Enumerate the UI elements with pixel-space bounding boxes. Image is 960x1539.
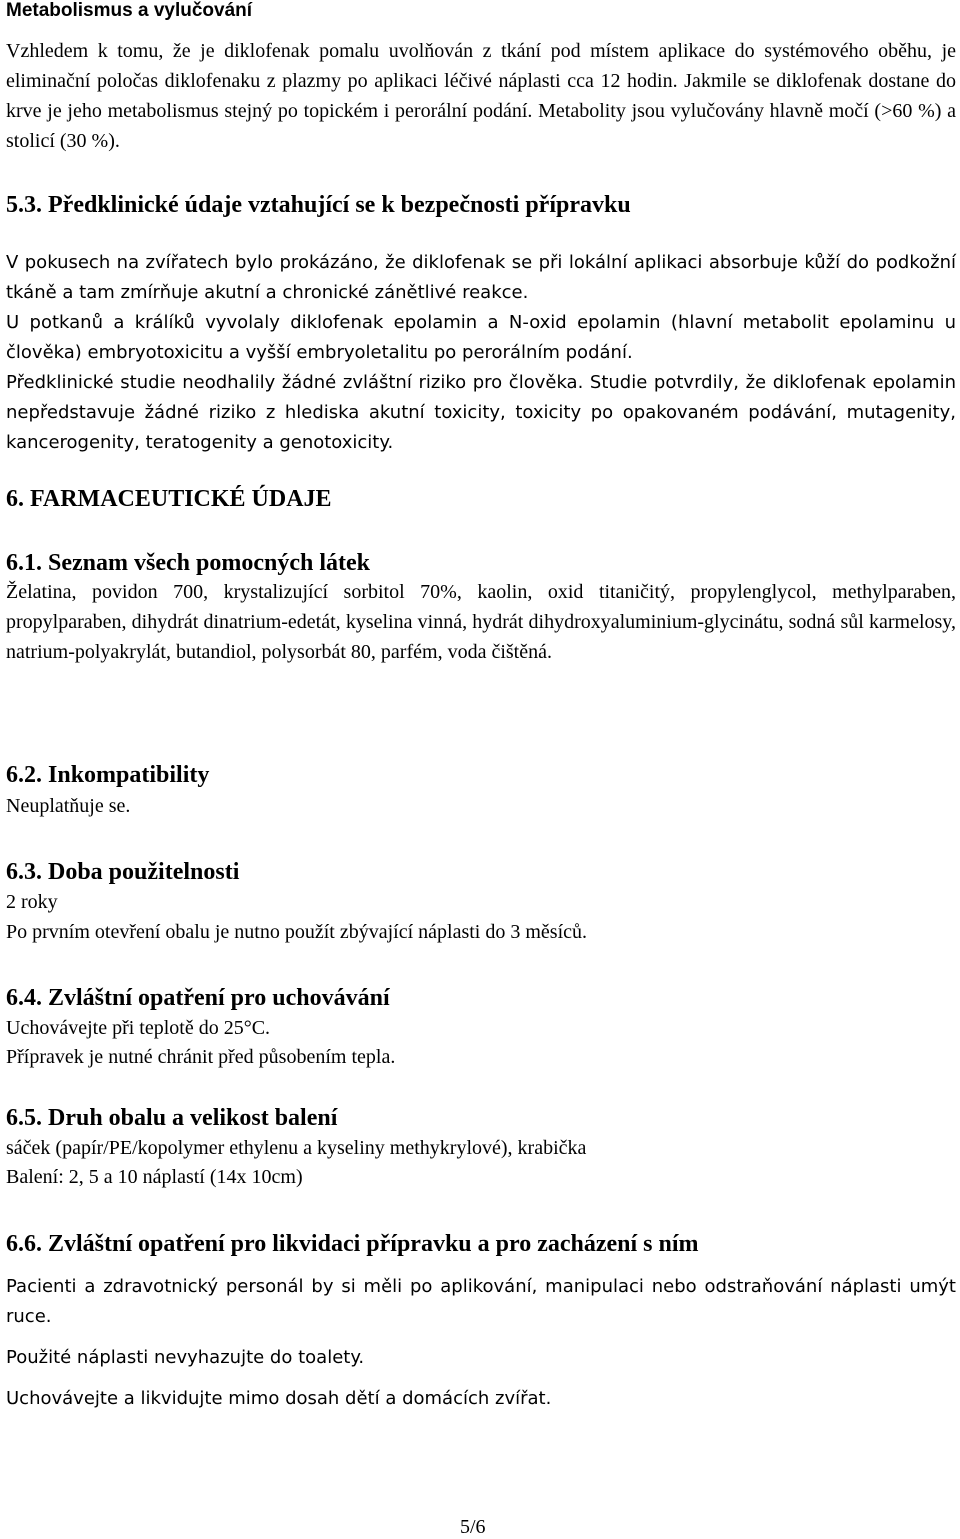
section-6-5-heading: 6.5. Druh obalu a velikost balení — [6, 1105, 338, 1131]
section-6-6-heading: 6.6. Zvláštní opatření pro likvidaci přípravku a pro zacházení s ním — [6, 1231, 699, 1257]
section-5-3-heading: 5.3. Předklinické údaje vztahující se k bezpečnosti přípravku — [6, 192, 631, 218]
metabolism-text: Vzhledem k tomu, že je diklofenak pomalu uvolňován z tkání pod místem aplikace do systémového oběhu, je eliminační poločas diklofenaku z plazmy po aplikaci léčivé náplasti cca 12 hodin. Jakmile se diklofenak dostane do krve je jeho metabolismus stejný po topickém i perorální podání. Metabolity jsou vylučovány hlavně močí (>60 %) a stolicí (30 %). — [6, 40, 956, 152]
disposal-paragraph-2: Použité náplasti nevyhazujte do toalety. — [6, 1347, 365, 1368]
disposal-paragraph-1: Pacienti a zdravotnický personál by si měli po aplikování, manipulaci nebo odstraňování náplasti umýt ruce. — [6, 1276, 956, 1327]
excipients-text: Želatina, povidon 700, krystalizující sorbitol 70%, kaolin, oxid titaničitý, propylenglycol, methylparaben, propylparaben, dihydrát dinatrium-edetát, kyselina vinná, hydrát dihydroxyaluminium-glycinátu, sodná sůl karmelosy, natrium-polyakrylát, butandiol, polysorbát 80, parfém, voda čištěná. — [6, 581, 956, 663]
incompatibilities-text: Neuplatňuje se. — [6, 795, 131, 817]
section-5-3-paragraph-2: U potkanů a králíků vyvolaly diklofenak epolamin a N-oxid epolamin (hlavní metabolit epolaminu u člověka) embryotoxicitu a vyšší embryoletalitu po perorálním podání. — [6, 312, 956, 363]
after-opening-text: Po prvním otevření obalu je nutno použít zbývající náplasti do 3 měsíců. — [6, 921, 587, 943]
metabolism-heading: Metabolismus a vylučování — [6, 0, 253, 21]
page-number: 5/6 — [460, 1516, 486, 1538]
section-6-2-heading: 6.2. Inkompatibility — [6, 762, 210, 788]
pack-sizes-text: Balení: 2, 5 a 10 náplastí (14x 10cm) — [6, 1166, 303, 1188]
storage-heat-text: Přípravek je nutné chránit před působením tepla. — [6, 1046, 396, 1068]
section-6-heading: 6. FARMACEUTICKÉ ÚDAJE — [6, 486, 332, 512]
section-5-3-paragraph-3: Předklinické studie neodhalily žádné zvláštní riziko pro člověka. Studie potvrdily, že diklofenak epolamin nepředstavuje žádné riziko z hlediska akutní toxicity, toxicity po opakovaném podávání, mutagenity, kancerogenity, teratogenity a genotoxicity. — [6, 372, 956, 453]
section-6-4-heading: 6.4. Zvláštní opatření pro uchovávání — [6, 985, 390, 1011]
container-text: sáček (papír/PE/kopolymer ethylenu a kyseliny methykrylové), krabička — [6, 1137, 587, 1159]
shelf-life-text: 2 roky — [6, 891, 58, 913]
storage-temperature-text: Uchovávejte při teplotě do 25°C. — [6, 1017, 271, 1039]
section-5-3-paragraph-1: V pokusech na zvířatech bylo prokázáno, že diklofenak se při lokální aplikaci absorbuje kůží do podkožní tkáně a tam zmírňuje akutní a chronické zánětlivé reakce. — [6, 252, 956, 303]
section-6-1-heading: 6.1. Seznam všech pomocných látek — [6, 550, 370, 576]
section-6-3-heading: 6.3. Doba použitelnosti — [6, 859, 240, 885]
disposal-paragraph-3: Uchovávejte a likvidujte mimo dosah dětí a domácích zvířat. — [6, 1388, 552, 1409]
